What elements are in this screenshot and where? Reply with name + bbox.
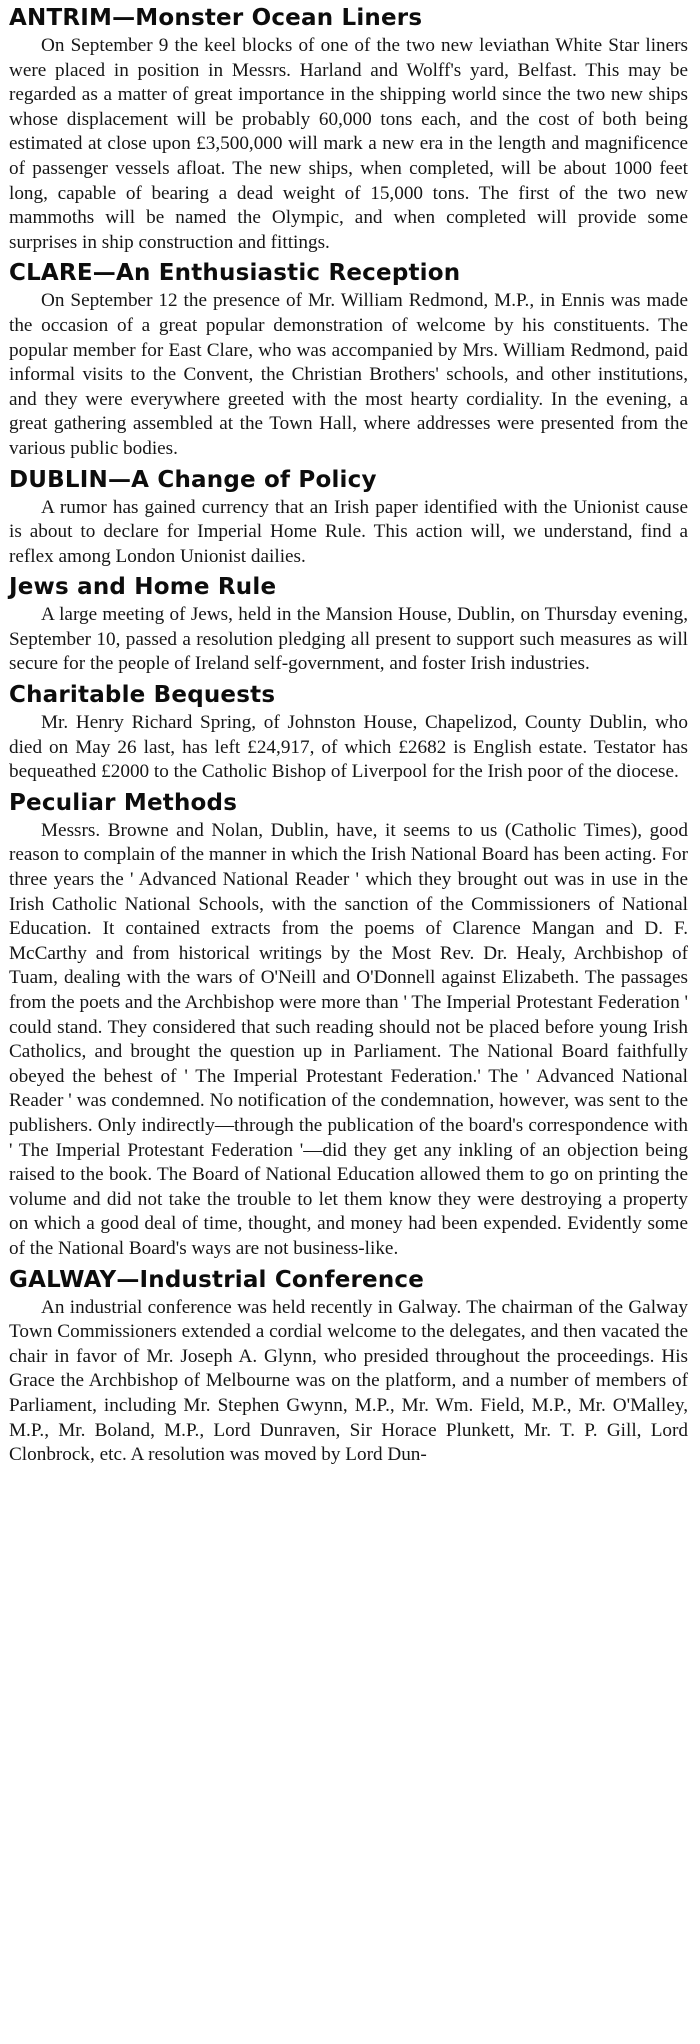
headline-charitable-bequests: Charitable Bequests <box>9 682 276 709</box>
body-antrim: On September 9 the keel blocks of one of the two new leviathan White Star liners were placed in position in Messrs. Harland and Wolff's yard, Belfast. This may be regarded as a matter of great importance in the shipping world since the two new ships whose displacement will be probably 60,000 tons each, and the cost of both being estimated at close upon £3,500,000 will mark a new era in the length and magnificence of passenger vessels afloat. The new ships, when completed, will be about 1000 feet long, capable of bearing a dead weight of 15,000 tons. The first of the two new mammoths will be named the Olympic, and when completed will provide some surprises in ship construction and fittings. <box>9 35 688 253</box>
article-galway <box>9 1266 688 1468</box>
body-galway: An industrial conference was held recently in Galway. The chairman of the Galway Town Commissioners extended a cordial welcome to the delegates, and then vacated the chair in favor of Mr. Joseph A. Glynn, who presided throughout the proceedings. His Grace the Archbishop of Melbourne was on the platform, and a number of members of Parliament, including Mr. Stephen Gwynn, M.P., Mr. Wm. Field, M.P., Mr. O'Malley, M.P., Mr. Boland, M.P., Lord Dunraven, Sir Horace Plunkett, Mr. T. P. Gill, Lord Clonbrock, etc. A resolution was moved by Lord Dun- <box>9 1296 688 1466</box>
headline-jews-home-rule: Jews and Home Rule <box>9 574 277 601</box>
headline-peculiar-methods: Peculiar Methods <box>9 789 238 816</box>
article-charitable-bequests <box>9 681 688 785</box>
body-dublin: A rumor has gained currency that an Irish paper identified with the Unionist cause is about to declare for Imperial Home Rule. This action will, we understand, find a reflex among London Unionist dailies. <box>9 496 688 567</box>
headline-dublin: DUBLIN—A Change of Policy <box>9 466 377 493</box>
body-charitable-bequests: Mr. Henry Richard Spring, of Johnston House, Chapelizod, County Dublin, who died on May 26 last, has left £24,917, of which £2682 is English estate. Testator has bequeathed £2000 to the Catholic Bishop of Liverpool for the Irish poor of the diocese. <box>9 712 688 783</box>
article-dublin <box>9 466 688 570</box>
body-clare: On September 12 the presence of Mr. William Redmond, M.P., in Ennis was made the occasion of a great popular demonstration of welcome by his constituents. The popular member for East Clare, who was accompanied by Mrs. William Redmond, paid informal visits to the Convent, the Christian Brothers' schools, and other institutions, and they were everywhere greeted with the most hearty cordiality. In the evening, a great gathering assembled at the Town Hall, where addresses were presented from the various public bodies. <box>9 290 688 459</box>
article-jews-home-rule <box>9 573 688 677</box>
headline-clare: CLARE—An Enthusiastic Reception <box>9 260 461 287</box>
body-jews-home-rule: A large meeting of Jews, held in the Mansion House, Dublin, on Thursday evening, September 10, passed a resolution pledging all present to support such measures as will secure for the people of Ireland self-government, and foster Irish industries. <box>9 604 688 675</box>
headline-galway: GALWAY—Industrial Conference <box>9 1266 425 1293</box>
body-peculiar-methods: Messrs. Browne and Nolan, Dublin, have, it seems to us (Catholic Times), good reason to complain of the manner in which the Irish National Board has been acting. For three years the ' Advanced National Reader ' which they brought out was in use in the Irish Catholic National Schools, with the sanction of the Commissioners of National Education. It contained extracts from the poems of Clarence Mangan and D. F. McCarthy and from historical writings by the Most Rev. Dr. Healy, Archbishop of Tuam, dealing with the wars of O'Neill and O'Donnell against Elizabeth. The passages from the poets and the Archbishop were more than ' The Imperial Protestant Federation ' could stand. They considered that such reading should not be placed before young Irish Catholics, and brought the question up in Parliament. The National Board faithfully obeyed the behest of ' The Imperial Protestant Federation.' The ' Advanced National Reader ' was condemned. No notification of the condemnation, however, was sent to the publishers. Only indirectly—through the publication of the board's correspondence with ' The Imperial Protestant Federation '—did they get any inkling of an objection being raised to the book. The Board of National Education allowed them to go on printing the volume and did not take the trouble to let them know they were destroying a property on which a good deal of time, thought, and money had been expended. Evidently some of the National Board's ways are not business-like. <box>9 819 688 1259</box>
headline-antrim: ANTRIM—Monster Ocean Liners <box>9 5 423 31</box>
article-clare <box>9 259 688 461</box>
article-antrim <box>9 4 688 255</box>
article-peculiar-methods <box>9 789 688 1262</box>
